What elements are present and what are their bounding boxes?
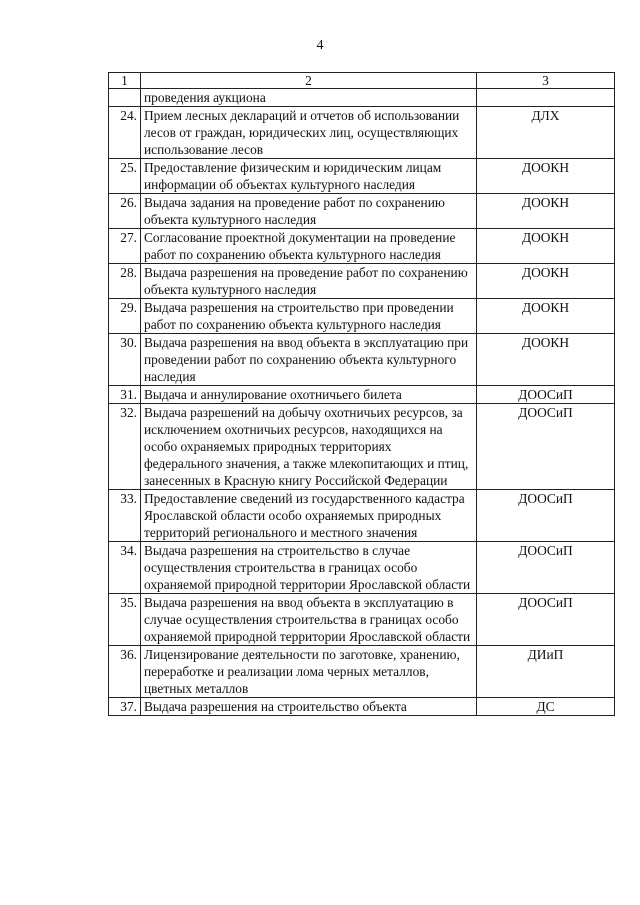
row-service-text: Выдача и аннулирование охотничьего билета	[141, 386, 477, 404]
row-service-text: проведения аукциона	[141, 89, 477, 107]
table-header-row	[109, 73, 615, 89]
row-department-code: ДООСиП	[477, 542, 615, 594]
table-row	[109, 334, 615, 386]
row-department-code: ДООКН	[477, 159, 615, 194]
table-row	[109, 594, 615, 646]
row-department-code: ДООСиП	[477, 490, 615, 542]
row-department-code: ДЛХ	[477, 107, 615, 159]
row-department-code: ДООКН	[477, 334, 615, 386]
row-department-code: ДООКН	[477, 264, 615, 299]
row-service-text: Прием лесных деклараций и отчетов об использовании лесов от граждан, юридических лиц, осуществляющих использование лесов	[141, 107, 477, 159]
table-row	[109, 194, 615, 229]
table-row	[109, 490, 615, 542]
row-number: 30.	[109, 334, 141, 386]
table-row-continuation	[109, 89, 615, 107]
row-number: 31.	[109, 386, 141, 404]
row-service-text: Выдача разрешения на строительство в случае осуществления строительства в границах особо охраняемой природной территории Ярославской области	[141, 542, 477, 594]
row-department-code: ДООСиП	[477, 386, 615, 404]
row-department-code: ДООКН	[477, 229, 615, 264]
page-number: 4	[316, 38, 324, 53]
row-service-text: Предоставление физическим и юридическим лицам информации об объектах культурного наследия	[141, 159, 477, 194]
row-department-code: ДООКН	[477, 194, 615, 229]
row-department-code: ДООКН	[477, 299, 615, 334]
row-service-text: Выдача задания на проведение работ по сохранению объекта культурного наследия	[141, 194, 477, 229]
row-number: 26.	[109, 194, 141, 229]
row-number: 34.	[109, 542, 141, 594]
row-number: 35.	[109, 594, 141, 646]
table-row	[109, 229, 615, 264]
row-service-text: Выдача разрешения на строительство при проведении работ по сохранению объекта культурного наследия	[141, 299, 477, 334]
row-number: 32.	[109, 404, 141, 490]
row-number: 24.	[109, 107, 141, 159]
table-row	[109, 404, 615, 490]
row-service-text: Предоставление сведений из государственного кадастра Ярославской области особо охраняемых природных территорий регионального и местного значения	[141, 490, 477, 542]
row-service-text: Выдача разрешения на ввод объекта в эксплуатацию при проведении работ по сохранению объекта культурного наследия	[141, 334, 477, 386]
table-row	[109, 698, 615, 716]
header-col-3: 3	[477, 73, 615, 89]
table-row	[109, 299, 615, 334]
row-number: 33.	[109, 490, 141, 542]
header-col-1: 1	[109, 73, 141, 89]
row-service-text: Лицензирование деятельности по заготовке, хранению, переработке и реализации лома черных металлов, цветных металлов	[141, 646, 477, 698]
row-service-text: Выдача разрешения на ввод объекта в эксплуатацию в случае осуществления строительства в границах особо охраняемой природной территории Ярославской области	[141, 594, 477, 646]
row-number: 27.	[109, 229, 141, 264]
row-number: 25.	[109, 159, 141, 194]
row-number: 29.	[109, 299, 141, 334]
row-service-text: Выдача разрешений на добычу охотничьих ресурсов, за исключением охотничьих ресурсов, находящихся на особо охраняемых природных территориях федерального значения, а также млекопитающих и птиц, занесенных в Красную книгу Российской Федерации	[141, 404, 477, 490]
table-row	[109, 542, 615, 594]
row-service-text: Согласование проектной документации на проведение работ по сохранению объекта культурного наследия	[141, 229, 477, 264]
table-row	[109, 386, 615, 404]
header-col-2: 2	[141, 73, 477, 89]
services-table	[108, 72, 615, 716]
row-service-text: Выдача разрешения на проведение работ по сохранению объекта культурного наследия	[141, 264, 477, 299]
row-department-code: ДС	[477, 698, 615, 716]
table-row	[109, 107, 615, 159]
row-number: 37.	[109, 698, 141, 716]
row-number: 28.	[109, 264, 141, 299]
table-row	[109, 159, 615, 194]
table-row	[109, 264, 615, 299]
row-service-text: Выдача разрешения на строительство объекта	[141, 698, 477, 716]
row-department-code: ДООСиП	[477, 594, 615, 646]
table-row	[109, 646, 615, 698]
row-department-code: ДООСиП	[477, 404, 615, 490]
row-department-code	[477, 89, 615, 107]
row-department-code: ДИиП	[477, 646, 615, 698]
row-number: 36.	[109, 646, 141, 698]
row-number	[109, 89, 141, 107]
